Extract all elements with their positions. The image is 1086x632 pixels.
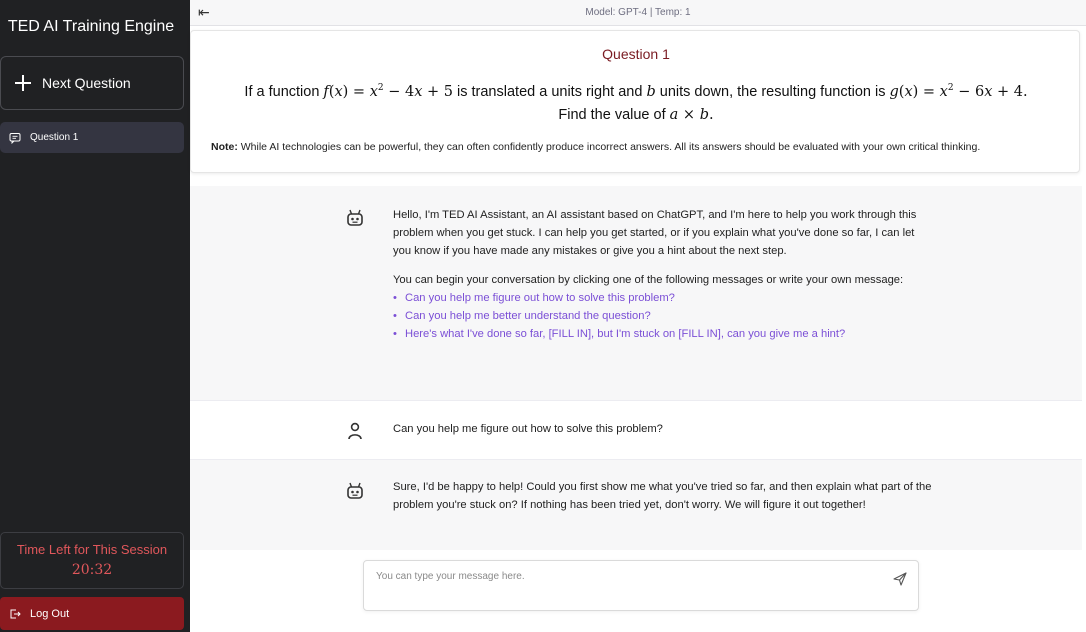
logout-icon [9,608,21,620]
suggestion-list [393,289,933,343]
sidebar [0,0,190,632]
disclaimer-note: Note: While AI technologies can be powerful, they can often confidently produce incorrect answers. All its answers should be evaluated with your own critical thinking. [211,141,981,153]
message-paragraph: You can begin your conversation by clicking one of the following messages or write your own message: [393,274,904,286]
suggestion-link[interactable]: • Can you help me figure out how to solve this problem? [393,289,933,307]
app-title: TED AI Training Engine [7,18,175,35]
message-input[interactable] [376,571,876,582]
sidebar-item-label: Question 1 [30,132,79,143]
assistant-message [190,460,1082,550]
assistant-message-text: Sure, I'd be happy to help! Could you first show me what you've tried so far, and then explain what part of the problem you're stuck on? If nothing has been tried yet, don't worry. We will figure it out together! [393,481,932,511]
next-question-button[interactable] [0,56,184,110]
collapse-sidebar-icon[interactable]: ⇤ [198,4,210,20]
timer-value: 20:32 [71,562,113,578]
suggestion-link[interactable]: • Can you help me better understand the question? [393,307,933,325]
next-question-label: Next Question [42,75,131,91]
sidebar-item-question-1[interactable] [0,122,184,153]
message-paragraph: Hello, I'm TED AI Assistant, an AI assistant based on ChatGPT, and I'm here to help you work through this problem when you get stuck. I can help you get started, or if you explain what you've done so far, I can let you know if you have made any mistakes or give you a hint about the next step. [393,209,917,257]
logout-button[interactable] [0,597,184,630]
plus-icon [13,73,33,93]
robot-icon [345,208,365,228]
assistant-message-text [393,206,933,343]
timer-label: Time Left for This Session [16,542,168,557]
send-icon[interactable] [892,571,908,587]
model-info: Model: GPT-4 | Temp: 1 [585,7,691,18]
user-message-text: Can you help me figure out how to solve this problem? [393,423,663,435]
chat-thread [190,186,1082,550]
question-title: Question 1 [602,46,670,62]
message-composer [363,560,919,611]
top-bar [190,0,1086,26]
user-icon [345,421,365,441]
assistant-message [190,186,1082,400]
robot-icon [345,481,365,501]
question-text: If a function $f(x) = x^2 - 4x + 5$ is translated a units right and b units down, the resulting function is $g(x) = x^2 - 6x + 4$. Find the value of a × b. [244,83,1028,123]
user-message [190,400,1082,460]
question-card [190,30,1080,173]
logout-label: Log Out [30,607,70,620]
chat-bubble-icon [9,132,21,144]
session-timer [0,532,184,589]
suggestion-link[interactable]: • Here's what I've done so far, [FILL IN], but I'm stuck on [FILL IN], can you give me a hint? [393,325,933,343]
